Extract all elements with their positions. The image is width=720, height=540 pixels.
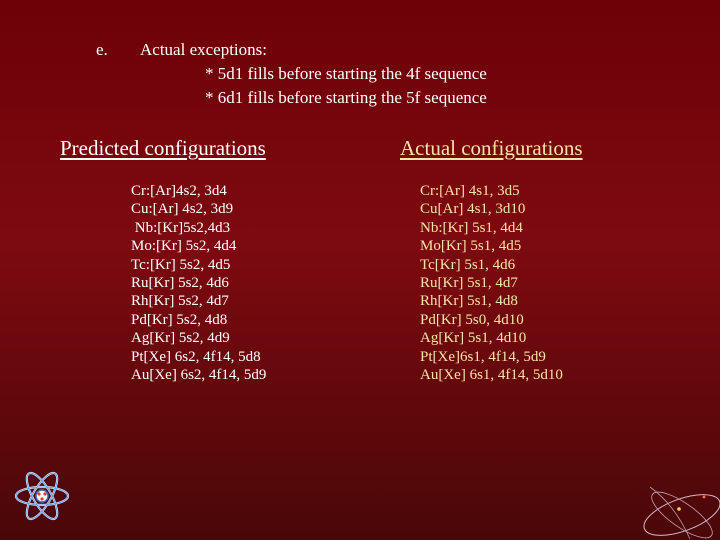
actual-item-ag: Ag[Kr] 5s1, 4d10 [420, 330, 527, 347]
predicted-item-rh: Rh[Kr] 5s2, 4d7 [131, 293, 229, 310]
exception-line-5d1: * 5d1 fills before starting the 4f sequence [205, 64, 487, 83]
predicted-item-pd: Pd[Kr] 5s2, 4d8 [131, 311, 228, 328]
predicted-header: Predicted configurations [60, 136, 266, 160]
predicted-list [131, 182, 266, 384]
actual-item-rh: Rh[Kr] 5s1, 4d8 [420, 293, 518, 310]
actual-item-pt: Pt[Xe]6s1, 4f14, 5d9 [420, 348, 546, 365]
actual-item-nb: Nb:[Kr] 5s1, 4d4 [420, 219, 523, 236]
actual-list [420, 182, 563, 384]
predicted-item-au: Au[Xe] 6s2, 4f14, 5d9 [131, 366, 267, 383]
actual-item-au: Au[Xe] 6s1, 4f14, 5d10 [420, 366, 563, 383]
predicted-item-cr: Cr:[Ar]4s2, 3d4 [131, 183, 227, 199]
actual-item-cu: Cu[Ar] 4s1, 3d10 [420, 201, 526, 218]
list-marker: e. [96, 40, 108, 59]
exceptions-title: Actual exceptions: [140, 40, 267, 59]
predicted-item-ag: Ag[Kr] 5s2, 4d9 [131, 330, 230, 347]
actual-item-tc: Tc[Kr] 5s1, 4d6 [420, 256, 516, 273]
predicted-item-mo: Mo:[Kr] 5s2, 4d4 [131, 238, 237, 255]
predicted-item-tc: Tc:[Kr] 5s2, 4d5 [131, 256, 231, 273]
actual-item-mo: Mo[Kr] 5s1, 4d5 [420, 238, 522, 255]
predicted-item-pt: Pt[Xe] 6s2, 4f14, 5d8 [131, 348, 261, 365]
actual-header: Actual configurations [400, 136, 583, 160]
predicted-item-cu: Cu:[Ar] 4s2, 3d9 [131, 201, 234, 218]
actual-item-ru: Ru[Kr] 5s1, 4d7 [420, 274, 518, 291]
exception-line-6d1: * 6d1 fills before starting the 5f sequence [205, 88, 487, 107]
predicted-item-nb: Nb:[Kr]5s2,4d3 [131, 219, 231, 236]
orbit-decoration-icon [630, 475, 720, 540]
actual-item-pd: Pd[Kr] 5s0, 4d10 [420, 311, 524, 328]
predicted-item-ru: Ru[Kr] 5s2, 4d6 [131, 274, 229, 291]
actual-item-cr: Cr:[Ar] 4s1, 3d5 [420, 183, 520, 199]
atom-icon [12, 460, 72, 530]
